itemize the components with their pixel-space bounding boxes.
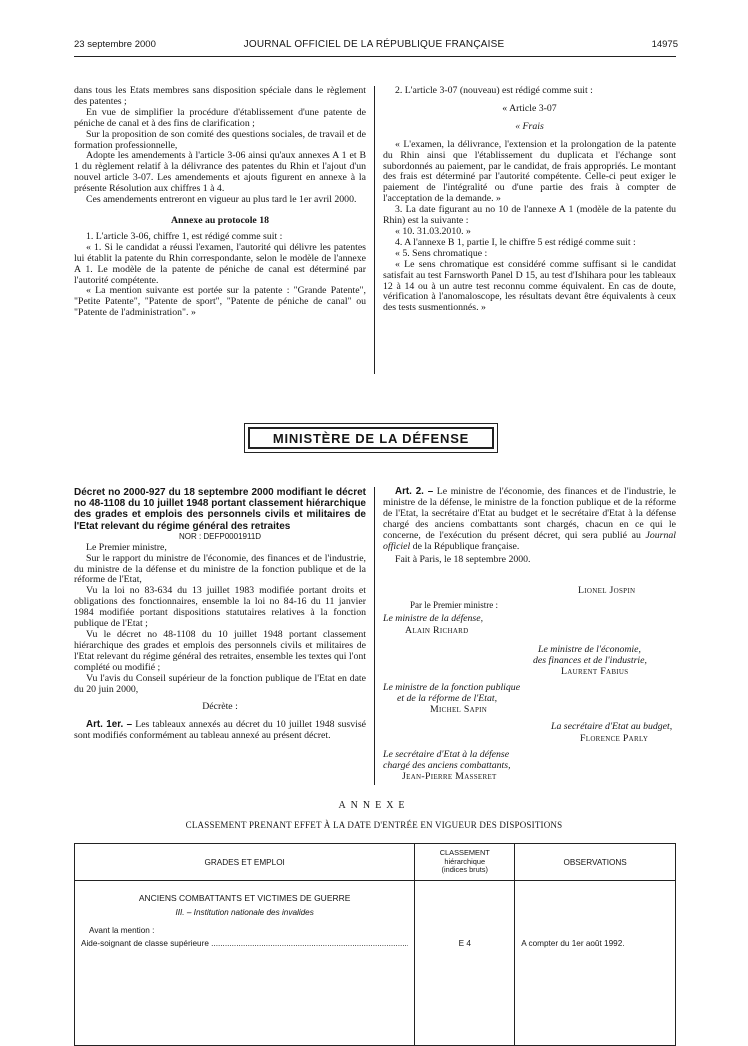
paragraph: Vu l'avis du Conseil supérieur de la fonction publique de l'Etat en date du 20 juin 2000,	[74, 672, 366, 695]
article-heading: « Article 3-07	[502, 102, 557, 114]
article-1	[74, 720, 366, 742]
column-divider	[374, 86, 375, 374]
cell-observation: A compter du 1er août 1992.	[515, 881, 676, 1046]
paragraph: « 5. Sens chromatique :	[395, 247, 488, 259]
ministry-title: MINISTÈRE DE LA DÉFENSE	[272, 430, 470, 446]
signature-fp-title-1: Le ministre de la fonction publique	[383, 682, 521, 693]
subcategory-label	[75, 908, 414, 917]
top-right-column	[383, 86, 676, 314]
decree-right-column	[383, 487, 676, 566]
category-label: ANCIENS COMBATTANTS ET VICTIMES DE GUERRE	[138, 893, 351, 903]
header-rule	[74, 56, 676, 57]
paragraph: « Le sens chromatique est considéré comme suffisant si le candidat satisfait au test Farnsworth Panel D 15, au test d'Ishihara pour les tableaux 12 à 14 ou à un autre test reconnu comme équivalent. En cas de doute, vérification à l'anomaloscope, les résultats devant être équivalents à ceux des tests susmentionnés. »	[383, 258, 676, 314]
signature-jospin: Lionel Jospin	[578, 585, 636, 596]
signature-fp-name: Michel Sapin	[430, 704, 488, 715]
signature-ac-title-2: chargé des anciens combattants,	[383, 760, 511, 771]
ministry-banner	[244, 423, 498, 453]
paragraph: « La mention suivante est portée sur la patente : "Grande Patente", "Petite Patente", "Patente de sport", "Patente de péniche de canal" ou "Patente de l'administration". »	[74, 285, 366, 319]
paragraph: Vu la loi no 83-634 du 13 juillet 1983 modifiée portant droits et obligations des fonctionnaires, ensemble la loi no 84-16 du 11 janvier 1984 modifiée portant dispositions statutaires relatives à la fonction publique de l'Etat ;	[74, 585, 366, 630]
signature-budget-title: La secrétaire d'Etat au budget,	[551, 721, 673, 732]
column-header-grades: GRADES ET EMPLOI	[75, 844, 415, 881]
paragraph: Sur le rapport du ministre de l'économie, des finances et de l'industrie, du ministre de la défense et du ministre de la fonction publique et de la réforme de l'Etat,	[74, 552, 366, 586]
column-header-classement	[415, 844, 515, 881]
paragraph: Adopte les amendements à l'article 3-06 ainsi qu'aux annexes A 1 et B 1 du règlement relatif à la délivrance des patentes du Rhin et l'ajout d'un nouvel article 3-07. Les amendements et ajouts figurent en annexe à la présente Résolution aux chiffres 1 à 4.	[74, 150, 366, 195]
article-subheading: « Frais	[515, 120, 544, 132]
header-date: 23 septembre 2000	[74, 39, 156, 50]
paragraph: Sur la proposition de son comité des questions sociales, de travail et de formation professionnelle,	[74, 128, 366, 151]
decrete-label: Décrète :	[202, 701, 238, 713]
signature-budget-name: Florence Parly	[580, 733, 649, 744]
article-1-text: Les tableaux annexés au décret du 10 juillet 1948 susvisé sont modifiés conformément au tableau annexé au présent décret.	[74, 719, 366, 742]
signing-place-date: Fait à Paris, le 18 septembre 2000.	[395, 554, 531, 566]
top-left-column	[74, 86, 366, 319]
annex-table	[74, 843, 676, 1046]
column-header-observations: OBSERVATIONS	[515, 844, 676, 881]
section-heading: Annexe au protocole 18	[170, 214, 270, 226]
paragraph: « 1. Si le candidat a réussi l'examen, l'autorité qui délivre les patentes lui établit la patente du Rhin correspondante, selon le modèle de l'annexe A 1. Le modèle de la patente de péniche de canal est déterminé par l'autorité compétente.	[74, 241, 366, 286]
signature-ac-title-1: Le secrétaire d'Etat à la défense	[383, 749, 510, 760]
nor-reference: NOR : DEFP0001911D	[178, 531, 262, 541]
signature-ac-name: Jean-Pierre Masseret	[402, 771, 497, 782]
grade-text: Aide-soignant de classe supérieure	[81, 939, 209, 948]
article-2	[383, 487, 676, 552]
annex-subtitle: CLASSEMENT PRENANT EFFET À LA DATE D'ENTRÉE EN VIGUEUR DES DISPOSITIONS	[185, 820, 563, 830]
article-2-label: Art. 2. –	[395, 486, 434, 497]
signature-eco-title-2: des finances et de l'industrie,	[533, 655, 647, 666]
page-header	[0, 39, 748, 53]
cell-grades	[75, 881, 415, 1046]
classement-header-line: (indices bruts)	[441, 865, 488, 875]
paragraph: dans tous les Etats membres sans disposition spéciale dans le règlement des patentes ;	[74, 85, 366, 107]
paragraph: 3. La date figurant au no 10 de l'annexe A 1 (modèle de la patente du Rhin) est la suivante :	[383, 204, 676, 227]
paragraph: Le Premier ministre,	[86, 541, 167, 553]
paragraph: Vu le décret no 48-1108 du 10 juillet 1948 portant classement hiérarchique des grades et emplois des personnels civils et militaires de l'Etat relevant du régime général des retraites, ensemble les textes qui l'ont complété ou modifié ;	[74, 628, 366, 673]
signature-fp-title-2: et de la réforme de l'Etat,	[397, 693, 498, 704]
paragraph: « 10. 31.03.2010. »	[395, 225, 471, 237]
grade-label	[81, 939, 408, 948]
annex-title: ANNEXE	[338, 800, 410, 811]
page-number: 14975	[651, 39, 678, 50]
paragraph: En vue de simplifier la procédure d'établissement d'une patente de péniche de canal et à des fins de clarification ;	[74, 106, 366, 129]
avant-label: Avant la mention :	[89, 926, 155, 935]
classement-header-line: hiérarchique	[444, 856, 486, 866]
table-header-row	[75, 844, 676, 881]
column-divider	[374, 487, 375, 785]
journal-title: JOURNAL OFFICIEL DE LA RÉPUBLIQUE FRANÇAISE	[243, 39, 505, 50]
paragraph: 1. L'article 3-06, chiffre 1, est rédigé comme suit :	[86, 230, 283, 242]
subcategory-text: III. – Institution nationale des invalides	[175, 908, 314, 917]
paragraph: Ces amendements entreront en vigueur au plus tard le 1er avril 2000.	[86, 194, 357, 206]
signature-eco-title-1: Le ministre de l'économie,	[538, 644, 641, 655]
article-2-end: de la République française.	[412, 540, 520, 552]
cell-classement: E 4	[415, 881, 515, 1046]
par-premier-ministre: Par le Premier ministre :	[410, 600, 498, 610]
table-row	[75, 881, 676, 1046]
signature-defense-name: Alain Richard	[405, 625, 469, 636]
decree-title: Décret no 2000-927 du 18 septembre 2000 modifiant le décret no 48-1108 du 10 juillet 1948 portant classement hiérarchique des grades et emplois des personnels civils et militaires de l'Etat relevant du régime général des retraites	[74, 487, 366, 532]
decree-left-column	[74, 487, 366, 742]
signature-eco-name: Laurent Fabius	[561, 666, 629, 677]
paragraph: 2. L'article 3-07 (nouveau) est rédigé comme suit :	[395, 85, 593, 96]
signature-defense-title: Le ministre de la défense,	[383, 613, 484, 624]
classement-header-line: CLASSEMENT	[439, 848, 490, 858]
journal-officiel: Journal officiel	[383, 529, 676, 552]
article-2-text: Le ministre de l'économie, des finances et de l'industrie, le ministre de la défense, le ministre de la fonction publique et de la réforme de l'Etat, la secrétaire d'Etat au budget et le secrétaire d'Etat à la défense chargé des anciens combattants sont chargés, chacun en ce qui le concerne, de l'exécution du présent décret, qui sera publié au	[383, 486, 676, 541]
article-1-label: Art. 1er. –	[86, 719, 133, 731]
paragraph: « L'examen, la délivrance, l'extension et la prolongation de la patente du Rhin ainsi que l'établissement du duplicata et l'échange sont subordonnés au paiement, par le candidat, de frais appropriés. Le montant des frais est déterminé par l'autorité compétente. Celle-ci peut exiger le paiement de l'intégralité ou d'une partie des frais à compter de l'acceptation de la demande. »	[383, 138, 676, 205]
paragraph: 4. A l'annexe B 1, partie I, le chiffre 5 est rédigé comme suit :	[395, 236, 636, 248]
